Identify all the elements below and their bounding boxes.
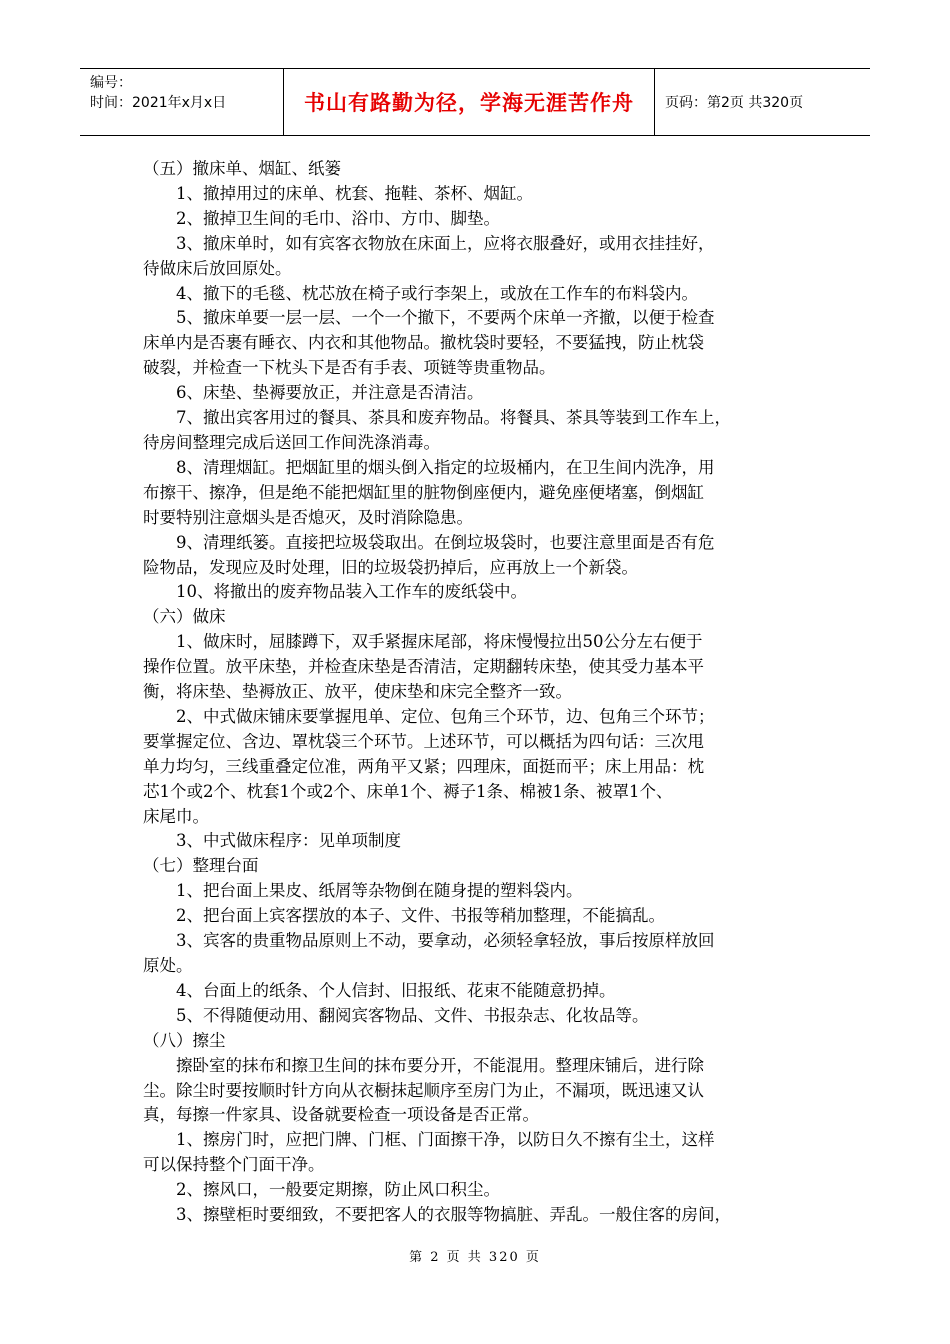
text-line: 时要特别注意烟头是否熄灭，及时消除隐患。	[143, 507, 473, 527]
text-line: 2、撤掉卫生间的毛巾、浴巾、方巾、脚垫。	[176, 208, 500, 228]
page-footer: 第 2 页 共 320 页	[409, 1250, 541, 1265]
number-label: 编号：	[90, 75, 132, 91]
text-line: 险物品，发现应及时处理，旧的垃圾袋扔掉后，应再放上一个新袋。	[143, 557, 638, 577]
date-label: 时间：2021年x月x日	[90, 95, 227, 111]
text-line: 原处。	[143, 956, 193, 975]
text-line: （六）做床	[143, 607, 226, 627]
text-line: 5、撤床单要一层一层、一个一个撤下，不要两个床单一齐撤，以便于检查	[176, 308, 715, 328]
text-line: 6、床垫、垫褥要放正，并注意是否清洁。	[176, 383, 484, 403]
text-line: 1、撤掉用过的床单、枕套、拖鞋、茶杯、烟缸。	[176, 183, 533, 203]
text-line: 操作位置。放平床垫，并检查床垫是否清洁，定期翻转床垫，使其受力基本平	[143, 657, 704, 677]
text-line: 床尾巾。	[143, 806, 209, 826]
page-header	[80, 68, 870, 136]
text-line: 4、撤下的毛毯、枕芯放在椅子或行李架上，或放在工作车的布料袋内。	[176, 283, 698, 303]
text-line: 1、做床时，屈膝蹲下，双手紧握床尾部，将床慢慢拉出50公分左右便于	[176, 632, 703, 652]
text-line: 10、将撤出的废弃物品装入工作车的废纸袋中。	[176, 582, 527, 602]
text-line: 1、把台面上果皮、纸屑等杂物倒在随身提的塑料袋内。	[176, 881, 583, 901]
text-line: 8、清理烟缸。把烟缸里的烟头倒入指定的垃圾桶内，在卫生间内洗净，用	[176, 457, 715, 477]
text-line: 布擦干、擦净，但是绝不能把烟缸里的脏物倒座便内，避免座便堵塞，倒烟缸	[143, 482, 704, 502]
text-line: 2、擦风口，一般要定期擦，防止风口积尘。	[176, 1180, 500, 1200]
text-line: （八）擦尘	[143, 1030, 226, 1050]
text-line: 要掌握定位、含边、罩枕袋三个环节。上述环节，可以概括为四句话：三次甩	[143, 731, 704, 751]
text-line: 3、撤床单时，如有宾客衣物放在床面上，应将衣服叠好，或用衣挂挂好，	[176, 233, 715, 253]
text-line: 擦卧室的抹布和擦卫生间的抹布要分开，不能混用。整理床铺后，进行除	[176, 1055, 704, 1075]
text-line: 床单内是否裹有睡衣、内衣和其他物品。撤枕袋时要轻，不要猛拽，防止枕袋	[143, 333, 704, 353]
text-line: 3、宾客的贵重物品原则上不动，要拿动，必须轻拿轻放，事后按原样放回	[176, 931, 715, 951]
text-line: 5、不得随便动用、翻阅宾客物品、文件、书报杂志、化妆品等。	[176, 1005, 649, 1025]
header-page-label: 页码：第2页 共320页	[665, 95, 804, 111]
text-line: 待做床后放回原处。	[143, 258, 292, 278]
text-line: 2、把台面上宾客摆放的本子、文件、书报等稍加整理，不能搞乱。	[176, 906, 665, 926]
text-line: 可以保持整个门面干净。	[143, 1155, 325, 1175]
text-line: 3、擦壁柜时要细致，不要把客人的衣服等物搞脏、弄乱。一般住客的房间，	[176, 1205, 731, 1225]
header-motto: 书山有路勤为径，学海无涯苦作舟	[283, 69, 655, 135]
text-line: 3、中式做床程序：见单项制度	[176, 831, 401, 851]
text-line: 待房间整理完成后送回工作间洗涤消毒。	[143, 432, 440, 452]
text-line: 真，每擦一件家具、设备就要检查一项设备是否正常。	[143, 1105, 539, 1125]
text-line: 2、中式做床铺床要掌握甩单、定位、包角三个环节，边、包角三个环节；	[176, 706, 715, 726]
text-line: 7、撤出宾客用过的餐具、茶具和废弃物品。将餐具、茶具等装到工作车上，	[176, 408, 731, 428]
text-line: 单力均匀，三线重叠定位准，两角平又紧；四理床，面挺而平；床上用品：枕	[143, 756, 704, 776]
header-info	[80, 69, 283, 135]
text-line: 破裂，并检查一下枕头下是否有手表、项链等贵重物品。	[143, 358, 556, 378]
text-line: 芯1个或2个、枕套1个或2个、床单1个、褥子1条、棉被1条、被罩1个、	[143, 781, 673, 801]
text-line: 4、台面上的纸条、个人信封、旧报纸、花束不能随意扔掉。	[176, 980, 616, 1000]
text-line: 1、擦房门时，应把门牌、门框、门面擦干净，以防日久不擦有尘土，这样	[176, 1130, 715, 1150]
text-line: （七）整理台面	[143, 856, 259, 876]
text-line: 尘。除尘时要按顺时针方向从衣橱抹起顺序至房门为止，不漏项，既迅速又认	[143, 1080, 704, 1100]
document-body	[143, 157, 809, 1228]
text-line: 9、清理纸篓。直接把垃圾袋取出。在倒垃圾袋时，也要注意里面是否有危	[176, 532, 715, 552]
text-line: （五）撤床单、烟缸、纸篓	[143, 159, 341, 178]
text-line: 衡，将床垫、垫褥放正、放平，使床垫和床完全整齐一致。	[143, 682, 572, 702]
